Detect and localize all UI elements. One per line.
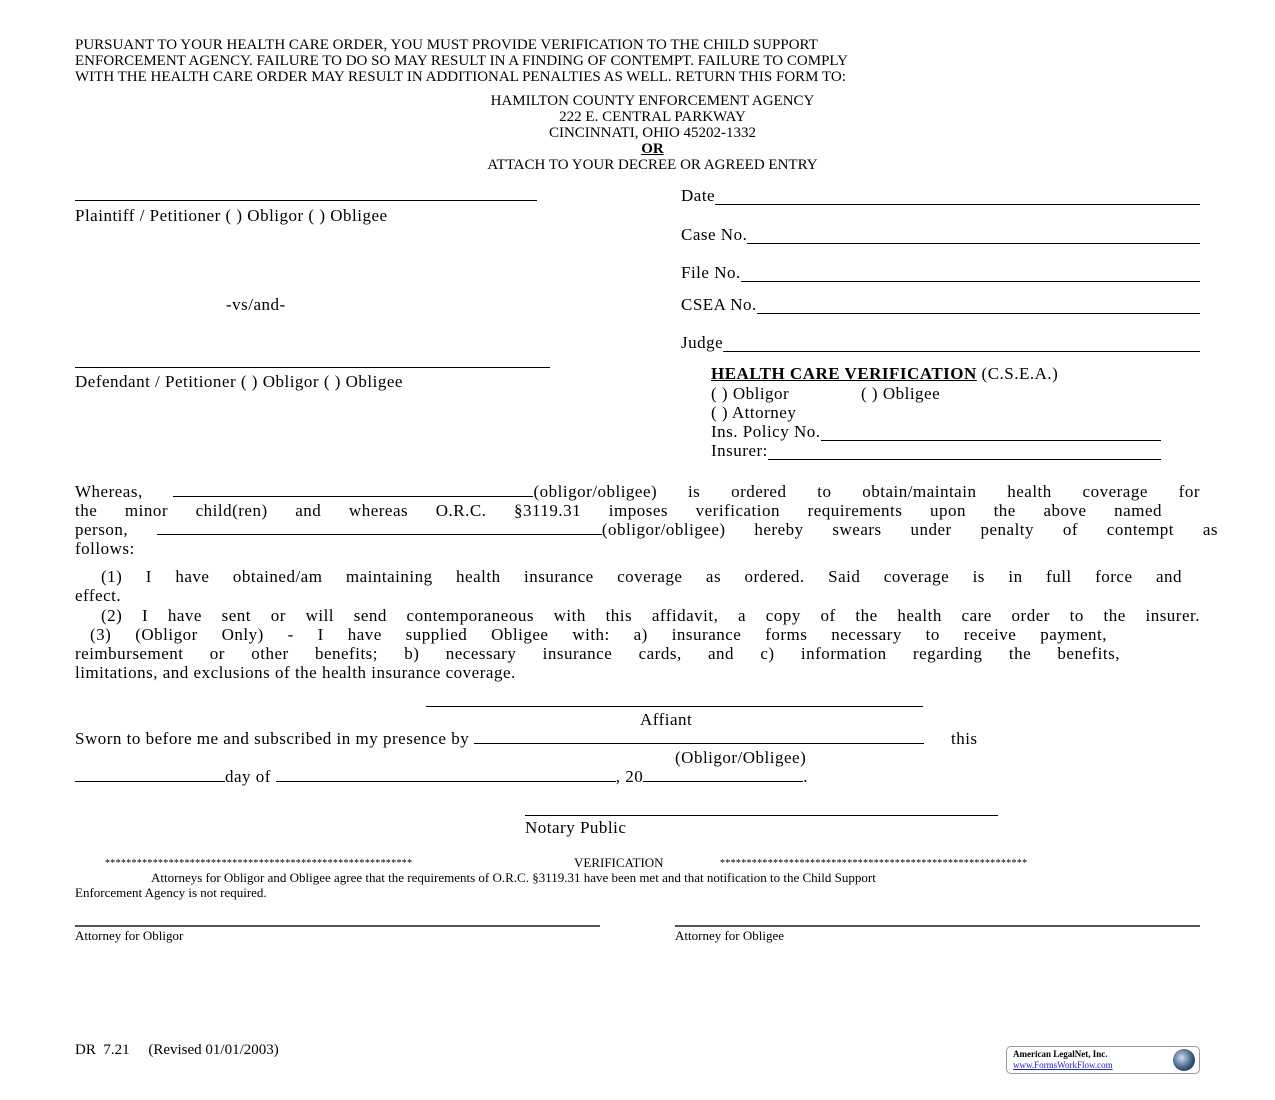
attorney-obligee-label: Attorney for Obligee [675, 928, 785, 943]
item-1: (1) I have obtained/am maintaining health insurance coverage as ordered. Said coverage is in full force and [101, 567, 1182, 586]
hcv-obligor-checkbox[interactable]: ( ) Obligor [711, 384, 790, 403]
person-text: (obligor/obligee) hereby swears under penalty of contempt as [601, 520, 1218, 539]
policy-label: Ins. Policy No. [711, 422, 821, 441]
verification-text: Attorneys for Obligor and Obligee agree that the requirements of O.R.C. §3119.31 have been met and that notification to the Child Support [151, 870, 876, 885]
case-field[interactable] [681, 225, 1200, 244]
judge-label: Judge [681, 333, 724, 352]
logo-name: American LegalNet, Inc. [1013, 1049, 1108, 1059]
attorney-obligor-label: Attorney for Obligor [75, 928, 184, 943]
hcv-title: HEALTH CARE VERIFICATION [711, 364, 977, 383]
item-1-cont: effect. [75, 586, 122, 605]
paragraph-line: follows: [75, 539, 135, 558]
sworn-this: this [950, 729, 978, 748]
american-legalnet-logo[interactable] [1006, 1046, 1200, 1074]
item-2: (2) I have sent or will send contemporaneous with this affidavit, a copy of the health care order to the insurer. [101, 606, 1200, 625]
notice-line: PURSUANT TO YOUR HEALTH CARE ORDER, YOU MUST PROVIDE VERIFICATION TO THE CHILD SUPPORT [75, 37, 818, 53]
stars-left: ********************************************************** [105, 858, 413, 869]
month-blank[interactable] [276, 767, 616, 782]
sworn-text: Sworn to before me and subscribed in my presence by [75, 729, 474, 748]
year-blank[interactable] [643, 767, 803, 782]
hcv-suffix: (C.S.E.A.) [976, 364, 1059, 383]
csea-label: CSEA No. [681, 295, 757, 314]
case-label: Case No. [681, 225, 748, 244]
person-line [75, 520, 1218, 539]
file-label: File No. [681, 263, 741, 282]
person-name-blank[interactable] [157, 520, 602, 535]
vs-label: -vs/and- [226, 295, 286, 314]
judge-field[interactable] [681, 333, 1200, 352]
plaintiff-line[interactable] [75, 200, 537, 201]
year-prefix: , 20 [615, 767, 644, 786]
agency-city: CINCINNATI, OHIO 45202-1332 [548, 125, 757, 141]
form-number: DR 7.21 (Revised 01/01/2003) [75, 1042, 279, 1058]
insurer-label: Insurer: [711, 441, 768, 460]
attorney-obligee-line[interactable] [675, 925, 1200, 927]
person-text: person, [75, 520, 157, 539]
obligor-obligee-label: (Obligor/Obligee) [675, 748, 807, 767]
paragraph-line: the minor child(ren) and whereas O.R.C. §3119.31 imposes verification requirements upon the above named [75, 501, 1162, 520]
notary-label: Notary Public [525, 818, 627, 837]
notary-signature-line[interactable] [525, 815, 998, 816]
attorney-obligor-line[interactable] [75, 925, 600, 927]
verification-text: Enforcement Agency is not required. [75, 885, 267, 900]
day-of-text: day of [225, 767, 276, 786]
date-label: Date [681, 186, 716, 205]
affiant-label: Affiant [640, 710, 693, 729]
date-field[interactable] [681, 186, 1200, 205]
csea-field[interactable] [681, 295, 1200, 314]
affiant-signature-line[interactable] [426, 706, 923, 707]
agency-name: HAMILTON COUNTY ENFORCEMENT AGENCY [490, 93, 815, 109]
defendant-label: Defendant / Petitioner ( ) Obligor ( ) Obligee [75, 372, 403, 391]
whereas-line [75, 482, 1200, 501]
obligor-name-blank[interactable] [173, 482, 533, 497]
stars-right: ********************************************************** [720, 858, 1028, 869]
item-3-cont: reimbursement or other benefits; b) necessary insurance cards, and c) information regarding the benefits, [75, 644, 1120, 663]
plaintiff-label: Plaintiff / Petitioner ( ) Obligor ( ) Obligee [75, 206, 388, 225]
insurer-field[interactable] [711, 441, 1161, 460]
day-blank[interactable] [75, 767, 225, 782]
file-field[interactable] [681, 263, 1200, 282]
notice-line: WITH THE HEALTH CARE ORDER MAY RESULT IN ADDITIONAL PENALTIES AS WELL. RETURN THIS FORM TO: [75, 69, 846, 85]
period: . [803, 767, 808, 786]
item-3-cont: limitations, and exclusions of the health insurance coverage. [75, 663, 516, 682]
hcv-obligee-checkbox[interactable]: ( ) Obligee [861, 384, 941, 403]
sworn-line [75, 729, 978, 748]
notice-line: ENFORCEMENT AGENCY. FAILURE TO DO SO MAY RESULT IN A FINDING OF CONTEMPT. FAILURE TO COMPLY [75, 53, 848, 69]
item-3: (3) (Obligor Only) - I have supplied Obligee with: a) insurance forms necessary to receive payment, [90, 625, 1107, 644]
whereas-text: (obligor/obligee) is ordered to obtain/maintain health coverage for [533, 482, 1200, 501]
date-line [75, 767, 808, 786]
globe-icon [1173, 1049, 1195, 1071]
hcv-attorney-checkbox[interactable]: ( ) Attorney [711, 403, 797, 422]
policy-field[interactable] [711, 422, 1161, 441]
defendant-line[interactable] [75, 367, 550, 368]
whereas-text: Whereas, [75, 482, 174, 501]
or-label: OR [641, 141, 664, 157]
agency-street: 222 E. CENTRAL PARKWAY [559, 109, 746, 125]
attach-instruction: ATTACH TO YOUR DECREE OR AGREED ENTRY [487, 157, 818, 173]
logo-url[interactable]: www.FormsWorkFlow.com [1013, 1060, 1113, 1070]
verification-title: VERIFICATION [574, 855, 664, 870]
sworn-by-blank[interactable] [474, 729, 924, 744]
hcv-heading [711, 364, 1058, 383]
